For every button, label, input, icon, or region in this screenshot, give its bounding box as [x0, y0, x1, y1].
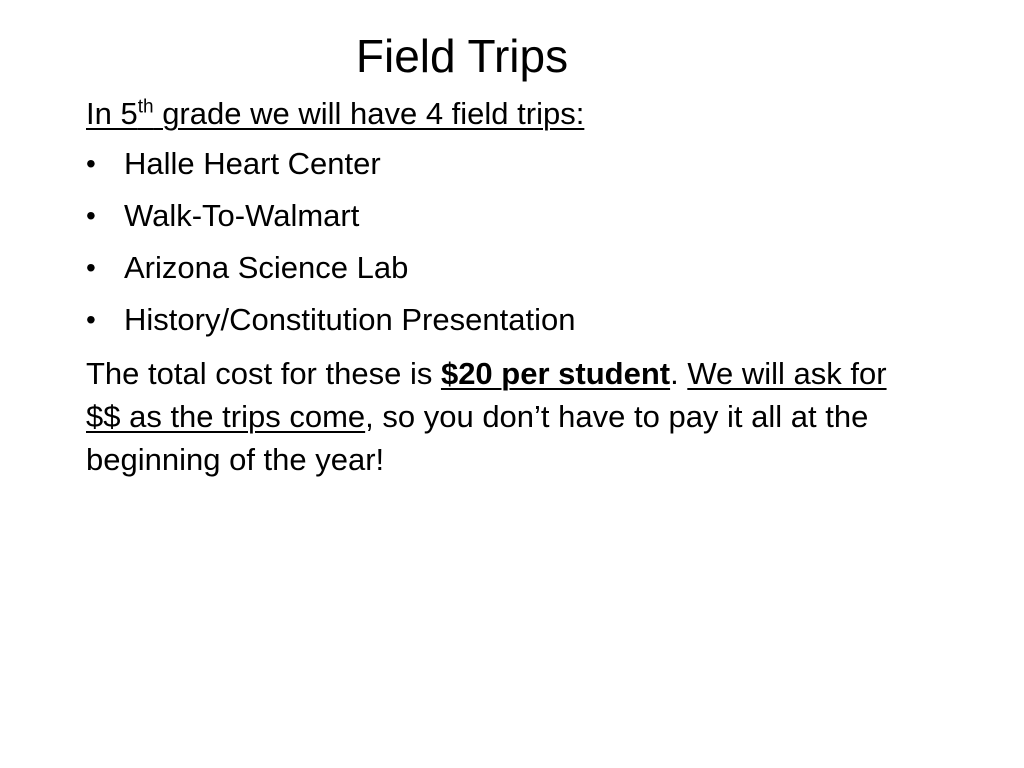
- intro-text-end: grade we will have 4 field trips:: [153, 96, 585, 131]
- payment-note: We will ask for $$ as the trips come: [86, 356, 887, 434]
- field-trip-label: Arizona Science Lab: [124, 250, 409, 285]
- cost-prefix: The total cost for these is: [86, 356, 441, 391]
- bullet-icon: •: [86, 304, 96, 335]
- slide-body: [86, 92, 926, 481]
- field-trip-label: History/Constitution Presentation: [124, 302, 576, 337]
- cost-paragraph: [86, 352, 926, 481]
- cost-separator: .: [670, 356, 688, 391]
- field-trip-list: [86, 142, 926, 342]
- intro-line: [86, 92, 926, 136]
- intro-superscript: th: [137, 96, 154, 118]
- cost-amount: $20 per student: [440, 356, 671, 391]
- field-trip-item: [86, 194, 926, 238]
- bullet-icon: •: [86, 200, 96, 231]
- field-trip-item: [86, 298, 926, 342]
- field-trip-item: [86, 142, 926, 186]
- field-trip-label: Walk-To-Walmart: [124, 198, 360, 233]
- intro-text-start: In 5: [86, 96, 138, 131]
- field-trip-label: Halle Heart Center: [124, 146, 381, 181]
- bullet-icon: •: [86, 148, 96, 179]
- field-trip-item: [86, 246, 926, 290]
- slide-title: Field Trips: [355, 30, 569, 82]
- bullet-icon: •: [86, 252, 96, 283]
- cost-suffix: , so you don’t have to pay it all at the beginning of the year!: [86, 399, 869, 477]
